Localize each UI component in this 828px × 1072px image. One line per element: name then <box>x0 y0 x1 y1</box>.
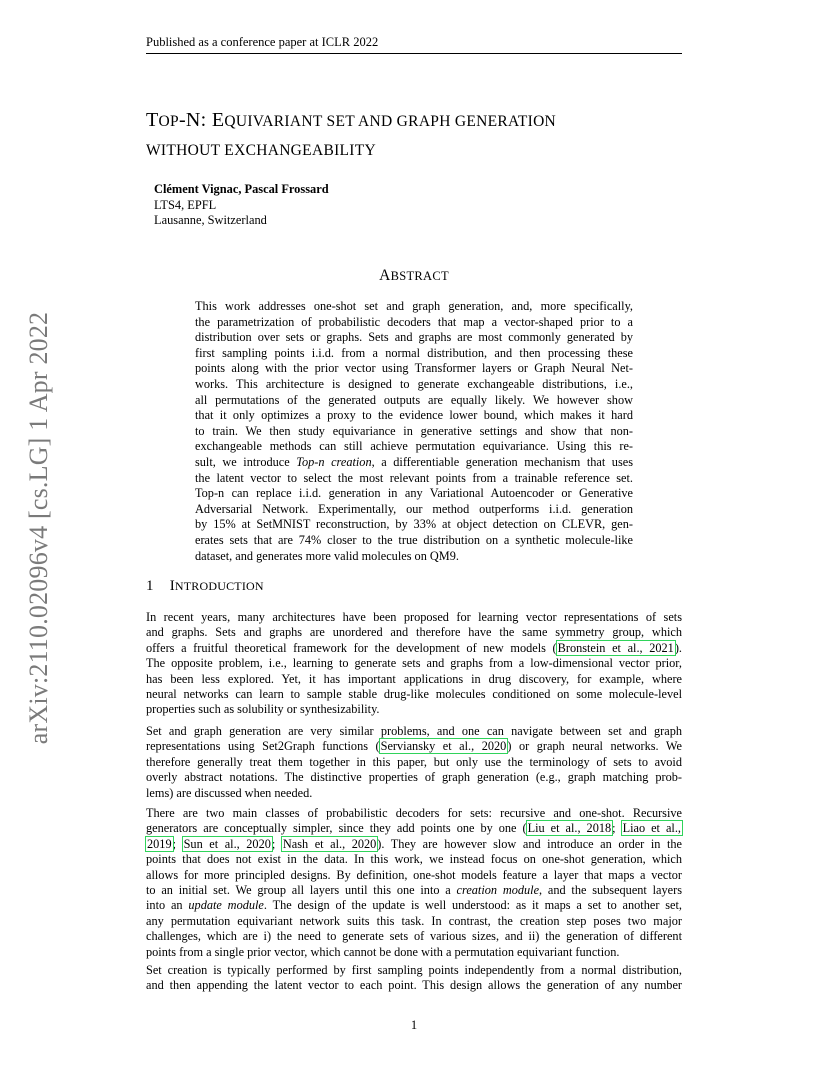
title-initial: T <box>146 109 159 131</box>
body-emphasis: update module <box>188 898 264 913</box>
title-smallcaps-1: OP <box>158 113 179 130</box>
section-number: 1 <box>146 578 154 594</box>
body-line <box>146 641 682 656</box>
body-line <box>146 821 682 836</box>
body-text-run: ). They are however slow and introduce an order in the <box>377 836 682 851</box>
body-emphasis: creation module <box>456 883 540 898</box>
body-line <box>146 883 682 898</box>
body-line: points that does not exist in the data. In this work, we instead focus on one-shot generation, which <box>146 852 682 867</box>
abstract-line <box>195 455 633 471</box>
body-line: points from a single prior vector, which cannot be done with a permutation equivariant function. <box>146 944 620 959</box>
abstract-line: points along with the prior vector using Transformer layers or Graph Neural Net- <box>195 361 633 376</box>
citation-link[interactable]: Liu et al., 2018 <box>527 821 612 836</box>
abstract-text-run: , a differentiable generation mechanism that uses <box>371 454 633 469</box>
body-line: In recent years, many architectures have been proposed for learning vector representations of sets <box>146 610 682 624</box>
abstract-text-run: sult, we introduce <box>195 454 297 469</box>
abstract-line: Top-n can replace i.i.d. generation in any Variational Autoencoder or Generative <box>195 486 633 501</box>
title-line-2: WITHOUT EXCHANGEABILITY <box>146 142 377 159</box>
abstract-line: exchangeable methods can still achieve permutation equivariance. Using this re- <box>195 439 633 454</box>
body-text-run: to an initial set. We group all layers until this one into a <box>146 883 457 898</box>
body-line: lems) are discussed when needed. <box>146 785 313 800</box>
page-number: 1 <box>410 1018 418 1032</box>
section-heading-rest: NTRODUCTION <box>174 579 264 593</box>
body-text-run: ; <box>271 836 282 851</box>
abstract-line: This work addresses one-shot set and graph generation, and, more specifically, <box>195 299 633 313</box>
header-rule <box>146 53 682 54</box>
intro-paragraph-4 <box>146 963 682 994</box>
abstract-heading-initial: A <box>379 267 391 284</box>
abstract-emphasis: Top-n creation <box>296 454 372 469</box>
citation-link[interactable]: Nash et al., 2020 <box>282 836 377 851</box>
abstract-line: distribution over sets or graphs. Sets and graphs are most commonly generated by <box>195 330 633 345</box>
abstract-line: to train. We then study equivariance in generative settings and show that non- <box>195 423 633 438</box>
intro-paragraph-2 <box>146 724 682 801</box>
body-line: any permutation equivariant network suits this task. In contrast, the creation step poses two major <box>146 913 682 928</box>
body-line: and graphs. Sets and graphs are unordered and therefore have the same symmetry group, which <box>146 625 682 640</box>
abstract-text <box>195 299 633 564</box>
body-line: Set and graph generation are very similar problems, and one can navigate between set and graph <box>146 724 682 738</box>
body-text-run: ) or graph neural networks. We <box>507 739 682 754</box>
body-line: neural networks can learn to sample stable drug-like molecules conditioned on some molecule-level <box>146 687 682 702</box>
title-smallcaps-2: QUIVARIANT SET AND GRAPH GENERATION <box>224 113 557 130</box>
citation-link[interactable]: 2019 <box>147 836 172 851</box>
body-line: allows for more principled designs. By definition, one-shot models feature a layer that maps a vector <box>146 867 682 882</box>
citation-link[interactable]: Serviansky et al., 2020 <box>380 739 507 754</box>
section-heading-initial: I <box>169 578 175 594</box>
arxiv-identifier: arXiv:2110.02096v4 [cs.LG] 1 Apr 2022 <box>24 311 53 745</box>
body-line <box>146 739 682 754</box>
body-text-run: into an <box>146 898 189 913</box>
body-line: therefore generally treat them together in this paper, but only use the terminology of sets to avoid <box>146 754 682 769</box>
citation-link[interactable]: Sun et al., 2020 <box>183 836 271 851</box>
abstract-line: that it only optimizes a proxy to the evidence lower bound, which makes it hard <box>195 408 633 423</box>
body-line: Set creation is typically performed by first sampling points independently from a normal distribution, <box>146 963 682 977</box>
abstract-line: the parametrization of probabilistic decoders that map a vector-shaped prior to a <box>195 314 633 329</box>
body-text-run: representations using Set2Graph functions ( <box>146 739 380 754</box>
title-mid: -N: E <box>178 109 225 131</box>
body-text-run: ; <box>172 836 183 851</box>
body-line: has been less explored. Yet, it has important applications in drug discovery, for example, where <box>146 671 682 686</box>
body-text-run: offers a fruitful theoretical framework for the development of new models ( <box>146 640 557 655</box>
body-text-run: , and the subsequent layers <box>539 883 682 898</box>
section-heading-introduction <box>146 578 264 595</box>
body-text-run: ; <box>612 821 622 836</box>
intro-paragraph-3 <box>146 806 682 960</box>
running-header: Published as a conference paper at ICLR 2022 <box>146 35 379 49</box>
author-block <box>154 182 329 229</box>
abstract-line: by 15% at SetMNIST reconstruction, by 33% at object detection on CLEVR, gen- <box>195 517 633 532</box>
body-line: challenges, which are i) the need to generate sets of various sizes, and ii) the generation of different <box>146 929 682 944</box>
body-text-run: . The design of the update is well understood: as it maps a set to another set, <box>263 898 682 913</box>
abstract-line: the latent vector to select the most relevant points from a trainable reference set. <box>195 470 633 485</box>
abstract-line: Adversarial Network. Experimentally, our method outperforms i.i.d. generation <box>195 501 633 516</box>
body-line <box>146 837 682 852</box>
intro-paragraph-1 <box>146 610 682 718</box>
abstract-line: dataset, and generates more valid molecules on QM9. <box>195 548 459 563</box>
citation-link[interactable]: Liao et al., <box>622 821 681 836</box>
body-line <box>146 898 682 913</box>
abstract-line: erates sets that are 74% closer to the true distribution on a synthetic molecule-like <box>195 532 633 547</box>
abstract-line: all permutations of the generated outputs are equally likely. We however show <box>195 392 633 407</box>
author-location: Lausanne, Switzerland <box>154 213 267 227</box>
author-affiliation: LTS4, EPFL <box>154 197 217 212</box>
body-text-run: generators are conceptually simpler, since they add points one by one ( <box>146 821 527 836</box>
body-line: overly abstract notations. The distinctive properties of graph generation (e.g., graph matching prob- <box>146 770 682 785</box>
body-text-run: ). <box>674 640 682 655</box>
body-line: The opposite problem, i.e., learning to generate sets and graphs from a low-dimensional vector prior, <box>146 656 682 671</box>
author-names: Clément Vignac, Pascal Frossard <box>154 182 329 196</box>
abstract-heading-rest: BSTRACT <box>390 269 449 283</box>
body-line: There are two main classes of probabilistic decoders for sets: recursive and one-shot. Recursive <box>146 806 682 820</box>
paper-title <box>146 106 706 165</box>
abstract-line: works. This architecture is designed to generate exchangeable distributions, i.e., <box>195 376 633 391</box>
abstract-heading <box>0 267 828 285</box>
abstract-line: first sampling points i.i.d. from a normal distribution, and then processing these <box>195 345 633 360</box>
title-line-1 <box>146 106 706 136</box>
body-line: properties such as solubility or synthesizability. <box>146 702 380 717</box>
body-line: and then appending the latent vector to each point. This design allows the generation of any number <box>146 978 682 993</box>
citation-link[interactable]: Bronstein et al., 2021 <box>557 640 674 655</box>
